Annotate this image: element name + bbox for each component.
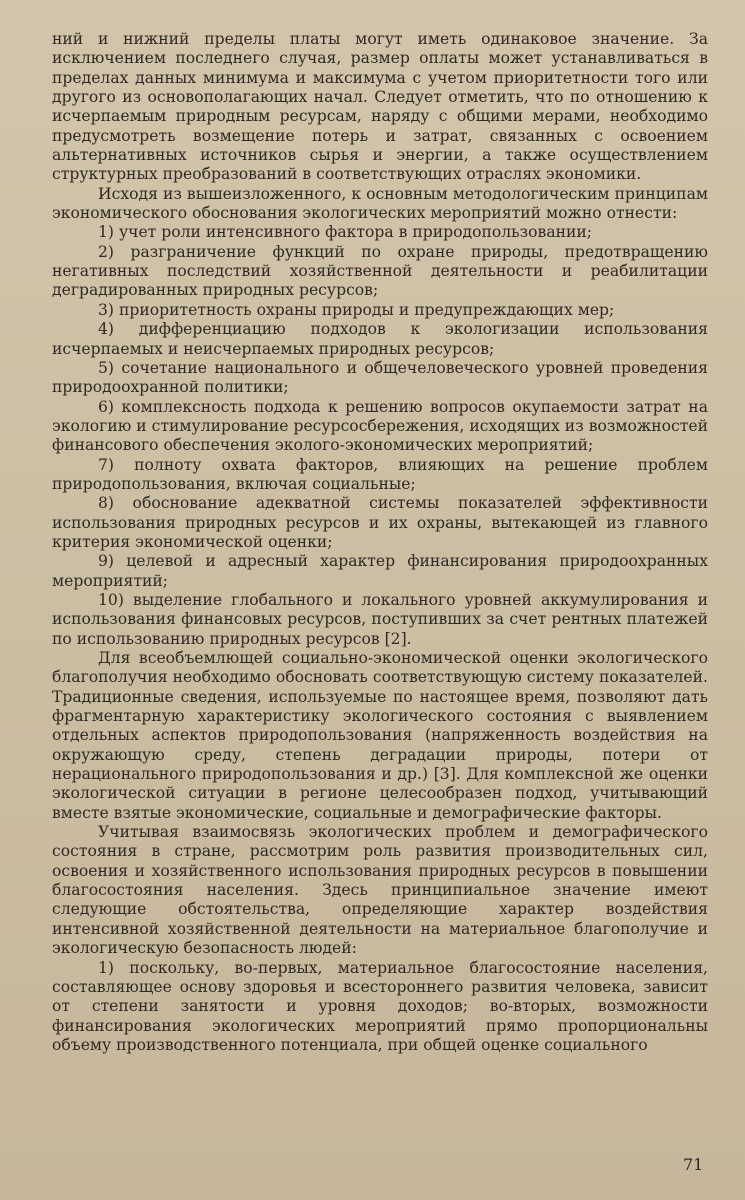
list-item: 1) учет роли интенсивного фактора в природопользовании; — [98, 223, 593, 242]
paragraph: Учитывая взаимосвязь экологических проблем и демографического состояния в стране, рассмотрим роль развития производительных сил, освоения и хозяйственного использования природных ресурсов в повышении благосостояния населения. Здесь принципиальное значение имеют следующие обстоятельства, определяющие характер воздействия интенсивной хозяйственной деятельности на материальное благополучие и экологическую безопасность людей: — [52, 823, 708, 958]
paragraph: Исходя из вышеизложенного, к основным методологическим принципам экономического обоснования экологических мероприятий можно отнести: — [52, 184, 708, 223]
list-item: 6) комплексность подхода к решению вопросов окупаемости затрат на экологию и стимулирование ресурсосбережения, исходящих из возможностей финансового обеспечения эколого-экономических мероприятий; — [52, 397, 708, 455]
paragraph: ний и нижний пределы платы могут иметь одинаковое значение. За исключением последнего случая, размер оплаты может устанавливаться в пределах данных минимума и максимума с учетом приоритетности того или другого из основополагающих начал. Следует отметить, что по отношению к исчерпаемым природным ресурсам, наряду с общими мерами, необходимо предусмотреть возмещение потерь и затрат, связанных с освоением альтернативных источников сырья и энергии, а также осуществлением структурных преобразований в соответствующих отраслях экономики. — [52, 30, 708, 184]
page-number: 71 — [683, 1155, 704, 1174]
list-item: 9) целевой и адресный характер финансирования природоохранных мероприятий; — [52, 552, 708, 590]
list-item: 1) поскольку, во-первых, материальное благосостояние населения, составляющее основу здоровья и всестороннего развития человека, зависит от степени занятости и уровня доходов; во-вторых, возможности финансирования экологических мероприятий прямо пропорциональны объему производственного потенциала, при общей оценке социального — [52, 958, 708, 1054]
list-item: 4) дифференциацию подходов к экологизации использования исчерпаемых и неисчерпаемых природных ресурсов; — [52, 320, 708, 358]
list-item: 8) обоснование адекватной системы показателей эффективности использования природных ресурсов и их охраны, вытекающей из главного критерия экономической оценки; — [52, 494, 708, 551]
list-item: 10) выделение глобального и локального уровней аккумулирования и использования финансовых ресурсов, поступивших за счет рентных платежей по использованию природных ресурсов [2]. — [52, 590, 708, 648]
list-item: 7) полноту охвата факторов, влияющих на решение проблем природопользования, включая социальные; — [52, 455, 708, 493]
list-item: 5) сочетание национального и общечеловеческого уровней проведения природоохранной политики; — [52, 358, 708, 397]
list-item: 2) разграничение функций по охране природы, предотвращению негативных последствий хозяйственной деятельности и реабилитации деградированных природных ресурсов; — [52, 242, 708, 300]
body-text — [52, 30, 708, 1055]
list-item: 3) приоритетность охраны природы и предупреждающих мер; — [98, 300, 615, 319]
paragraph: Для всеобъемлющей социально-экономической оценки экологического благополучия необходимо обосновать соответствующую систему показателей. Традиционные сведения, используемые по настоящее время, позволяют дать фрагментарную характеристику экологического состояния с выявлением отдельных аспектов природопользования (напряженность воздействия на окружающую среду, степень деградации природы, потери от нерационального природопользования и др.) [3]. Для комплексной же оценки экологической ситуации в регионе целесообразен подход, учитывающий вместе взятые экономические, социальные и демографические факторы. — [52, 649, 708, 822]
